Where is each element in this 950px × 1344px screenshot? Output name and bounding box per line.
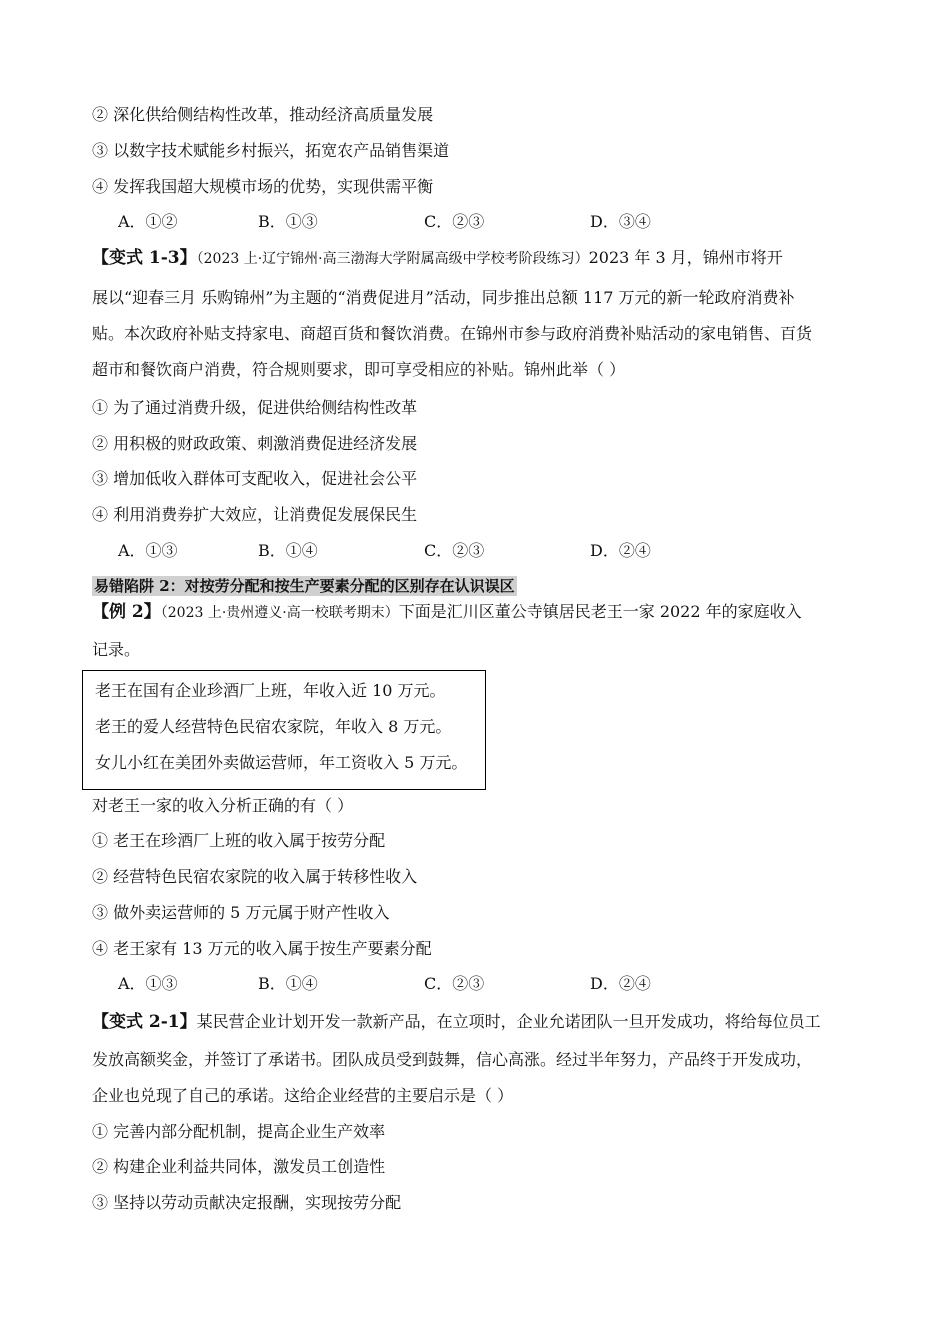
statement-1: ① 为了通过消费升级，促进供给侧结构性改革 (92, 398, 418, 417)
statement-4: ④ 利用消费券扩大效应，让消费促发展保民生 (92, 505, 418, 524)
statement-4: ④ 发挥我国超大规模市场的优势，实现供需平衡 (92, 177, 434, 196)
option-c[interactable]: C．②③ (424, 974, 485, 993)
statement-3: ③ 做外卖运营师的 5 万元属于财产性收入 (92, 903, 390, 922)
stem-line: 超市和餐饮商户消费，符合规则要求，即可享受相应的补贴。锦州此举（ ） (92, 360, 626, 379)
stem-line: 展以“迎春三月 乐购锦州”为主题的“消费促进月”活动，同步推出总额 117 万元的新一轮政府消费补 (92, 288, 795, 307)
question-stem: 下面是汇川区董公寺镇居民老王一家 2022 年的家庭收入 (398, 602, 802, 621)
question-source: （2023 上·辽宁锦州·高三渤海大学附属高级中学校考阶段练习） (196, 251, 589, 267)
statement-2: ② 经营特色民宿农家院的收入属于转移性收入 (92, 867, 418, 886)
option-c[interactable]: C．②③ (424, 541, 485, 560)
trap-heading: 易错陷阱 2：对按劳分配和按生产要素分配的区别存在认识误区 (94, 577, 515, 595)
question-source: （2023 上·贵州遵义·高一校联考期末） (160, 605, 399, 621)
statement-2: ② 用积极的财政政策、刺激消费促进经济发展 (92, 434, 418, 453)
statement-3: ③ 坚持以劳动贡献决定报酬，实现按劳分配 (92, 1193, 402, 1212)
option-d[interactable]: D．③④ (590, 212, 651, 231)
option-a[interactable]: A．①③ (118, 974, 178, 993)
option-a[interactable]: A．①③ (118, 541, 178, 560)
option-d[interactable]: D．②④ (590, 974, 651, 993)
option-b[interactable]: B．①③ (258, 212, 318, 231)
variant-2-1-line-1 (92, 1010, 821, 1034)
stem-line: 企业也兑现了自己的承诺。这给企业经营的主要启示是（ ） (92, 1086, 514, 1105)
question-stem: 某民营企业计划开发一款新产品，在立项时，企业允诺团队一旦开发成功，将给每位员工 (196, 1012, 821, 1031)
variant-1-3-line-1 (92, 246, 783, 271)
statement-4: ④ 老王家有 13 万元的收入属于按生产要素分配 (92, 939, 432, 958)
question-tag: 【变式 1-3】 (92, 248, 197, 268)
statement-3: ③ 以数字技术赋能乡村振兴，拓宽农产品销售渠道 (92, 141, 450, 160)
statement-2: ② 构建企业利益共同体，激发员工创造性 (92, 1157, 386, 1176)
statement-2: ② 深化供给侧结构性改革，推动经济高质量发展 (92, 105, 434, 124)
statement-3: ③ 增加低收入群体可支配收入，促进社会公平 (92, 469, 418, 488)
option-b[interactable]: B．①④ (258, 541, 318, 560)
option-a[interactable]: A．①② (118, 212, 178, 231)
box-line: 女儿小红在美团外卖做运营师，年工资收入 5 万元。 (95, 753, 468, 772)
question-prompt: 对老王一家的收入分析正确的有（ ） (92, 796, 354, 815)
option-b[interactable]: B．①④ (258, 974, 318, 993)
question-tag: 【例 2】 (92, 602, 161, 622)
stem-line: 记录。 (92, 640, 141, 659)
question-stem: 2023 年 3 月，锦州市将开 (588, 248, 783, 267)
statement-1: ① 完善内部分配机制，提高企业生产效率 (92, 1122, 386, 1141)
box-line: 老王的爱人经营特色民宿农家院，年收入 8 万元。 (95, 717, 452, 736)
option-d[interactable]: D．②④ (590, 541, 651, 560)
stem-line: 贴。本次政府补贴支持家电、商超百货和餐饮消费。在锦州市参与政府消费补贴活动的家电销售、百货 (92, 324, 813, 343)
example-2-line-1 (92, 600, 802, 625)
stem-line: 发放高额奖金，并签订了承诺书。团队成员受到鼓舞，信心高涨。经过半年努力，产品终于开发成功， (92, 1050, 813, 1069)
box-line: 老王在国有企业珍酒厂上班，年收入近 10 万元。 (95, 681, 446, 700)
question-tag: 【变式 2-1】 (92, 1012, 197, 1032)
option-c[interactable]: C．②③ (424, 212, 485, 231)
statement-1: ① 老王在珍酒厂上班的收入属于按劳分配 (92, 831, 386, 850)
income-record-box (82, 670, 486, 790)
